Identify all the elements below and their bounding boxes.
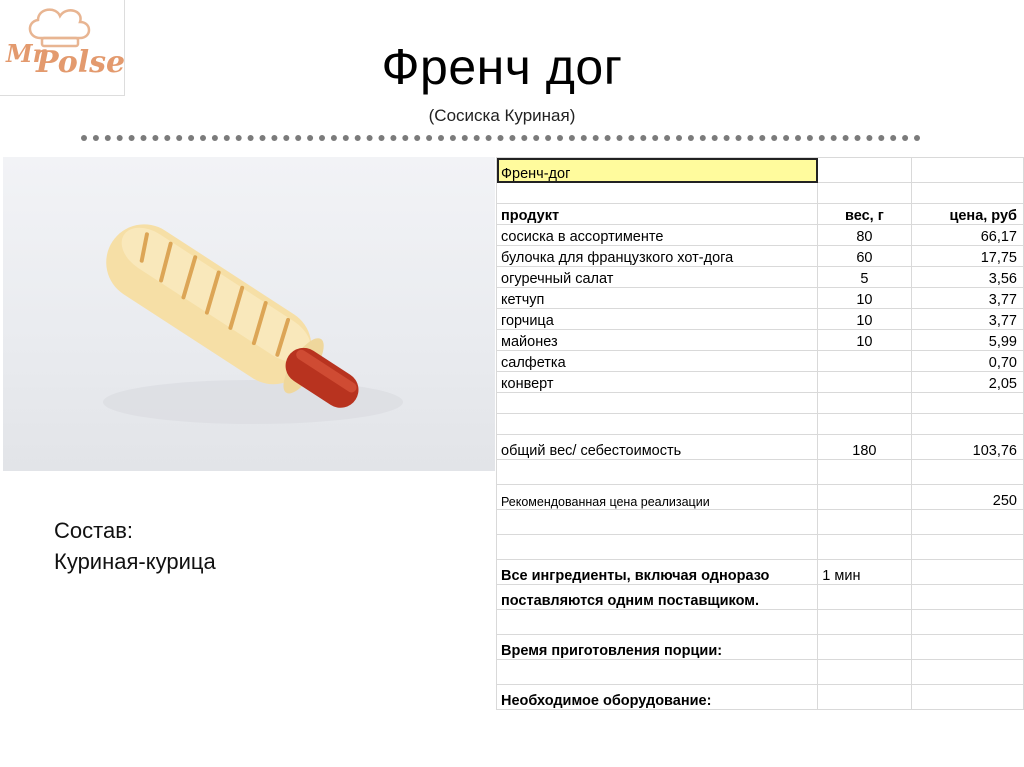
table-row bbox=[497, 158, 1024, 183]
table-row bbox=[497, 183, 1024, 204]
table-row bbox=[497, 660, 1024, 685]
col-header-price: цена, руб bbox=[911, 204, 1023, 225]
divider-dot bbox=[260, 135, 266, 141]
divider-dot bbox=[807, 135, 813, 141]
divider-dot bbox=[224, 135, 230, 141]
table-note-row bbox=[497, 585, 1024, 610]
divider-dot bbox=[117, 135, 123, 141]
table-row: майонез 10 5,99 bbox=[497, 330, 1024, 351]
note-ingredients-value: 1 мин bbox=[818, 560, 911, 585]
divider-dot bbox=[628, 135, 634, 141]
divider-dot bbox=[367, 135, 373, 141]
product-photo bbox=[3, 157, 495, 471]
divider-dot bbox=[176, 135, 182, 141]
divider-dot bbox=[581, 135, 587, 141]
table-row: горчица 10 3,77 bbox=[497, 309, 1024, 330]
divider-dot bbox=[712, 135, 718, 141]
divider-dot bbox=[271, 135, 277, 141]
divider-dot bbox=[248, 135, 254, 141]
divider-dot bbox=[474, 135, 480, 141]
divider-dot bbox=[390, 135, 396, 141]
divider-dot bbox=[569, 135, 575, 141]
table-note-row bbox=[497, 560, 1024, 585]
divider-dot bbox=[414, 135, 420, 141]
divider-dot bbox=[771, 135, 777, 141]
divider-dot bbox=[81, 135, 87, 141]
divider-dot bbox=[236, 135, 242, 141]
divider-dot bbox=[331, 135, 337, 141]
hot-dog-image-icon bbox=[3, 157, 495, 471]
table-row bbox=[497, 535, 1024, 560]
divider-dot bbox=[878, 135, 884, 141]
divider-dot bbox=[914, 135, 920, 141]
divider-dot bbox=[343, 135, 349, 141]
recommended-label: Рекомендованная цена реализации bbox=[497, 485, 818, 510]
table-row bbox=[497, 460, 1024, 485]
note-prep-time: Время приготовления порции: bbox=[497, 635, 818, 660]
divider-dot bbox=[759, 135, 765, 141]
table-row bbox=[497, 510, 1024, 535]
divider-dot bbox=[890, 135, 896, 141]
divider-dot bbox=[164, 135, 170, 141]
table-note-row bbox=[497, 685, 1024, 710]
divider-dot bbox=[664, 135, 670, 141]
divider-dot bbox=[307, 135, 313, 141]
divider-dot bbox=[652, 135, 658, 141]
divider-dot bbox=[819, 135, 825, 141]
table-total-row bbox=[497, 435, 1024, 460]
divider-dot bbox=[700, 135, 706, 141]
divider-dot bbox=[295, 135, 301, 141]
divider-dot bbox=[747, 135, 753, 141]
divider-dot bbox=[640, 135, 646, 141]
divider-dot bbox=[521, 135, 527, 141]
total-label: общий вес/ себестоимость bbox=[497, 435, 818, 460]
divider-dot bbox=[605, 135, 611, 141]
table-row: булочка для французкого хот-дога 60 17,75 bbox=[497, 246, 1024, 267]
divider-dot bbox=[141, 135, 147, 141]
divider-dot bbox=[533, 135, 539, 141]
divider-dot bbox=[724, 135, 730, 141]
divider-dot bbox=[462, 135, 468, 141]
composition-block bbox=[54, 515, 216, 577]
divider-dot bbox=[438, 135, 444, 141]
table-row: огуречный салат 5 3,56 bbox=[497, 267, 1024, 288]
note-ingredients: Все ингредиенты, включая одноразо bbox=[497, 560, 818, 585]
divider-dot bbox=[855, 135, 861, 141]
divider-dot bbox=[783, 135, 789, 141]
table-row bbox=[497, 393, 1024, 414]
table-header-row bbox=[497, 204, 1024, 225]
divider-dot bbox=[831, 135, 837, 141]
divider-dot bbox=[450, 135, 456, 141]
composition-value: Куриная-курица bbox=[54, 549, 216, 574]
table-row: конверт 2,05 bbox=[497, 372, 1024, 393]
table-row: кетчуп 10 3,77 bbox=[497, 288, 1024, 309]
divider-dot bbox=[795, 135, 801, 141]
table-row bbox=[497, 414, 1024, 435]
divider-dot bbox=[188, 135, 194, 141]
divider-dot bbox=[498, 135, 504, 141]
page-subtitle: (Сосиска Куриная) bbox=[428, 106, 576, 125]
col-header-product: продукт bbox=[497, 204, 818, 225]
divider-dot bbox=[379, 135, 385, 141]
svg-text:Polse: Polse bbox=[36, 45, 124, 80]
table-note-row bbox=[497, 635, 1024, 660]
divider-dot bbox=[688, 135, 694, 141]
divider-dot bbox=[557, 135, 563, 141]
table-title-cell[interactable]: Френч-дог bbox=[497, 158, 818, 183]
col-header-weight: вес, г bbox=[818, 204, 911, 225]
dotted-divider bbox=[80, 133, 925, 143]
total-weight: 180 bbox=[818, 435, 911, 460]
divider-dot bbox=[676, 135, 682, 141]
divider-dot bbox=[486, 135, 492, 141]
divider-dot bbox=[736, 135, 742, 141]
divider-dot bbox=[212, 135, 218, 141]
divider-dot bbox=[355, 135, 361, 141]
divider-dot bbox=[843, 135, 849, 141]
divider-dot bbox=[545, 135, 551, 141]
divider-dot bbox=[200, 135, 206, 141]
divider-dot bbox=[426, 135, 432, 141]
svg-text:Mr: Mr bbox=[6, 39, 46, 68]
divider-dot bbox=[593, 135, 599, 141]
divider-dot bbox=[93, 135, 99, 141]
divider-dot bbox=[105, 135, 111, 141]
note-equipment: Необходимое оборудование: bbox=[497, 685, 818, 710]
page-title: Френч дог bbox=[381, 39, 623, 95]
table-recommended-row bbox=[497, 485, 1024, 510]
total-price: 103,76 bbox=[911, 435, 1023, 460]
note-supplier: поставляются одним поставщиком. bbox=[497, 585, 818, 610]
divider-dot bbox=[283, 135, 289, 141]
divider-dot bbox=[129, 135, 135, 141]
divider-dot bbox=[319, 135, 325, 141]
cost-table bbox=[496, 157, 1024, 710]
divider-dot bbox=[866, 135, 872, 141]
divider-dot bbox=[902, 135, 908, 141]
divider-dot bbox=[509, 135, 515, 141]
divider-dot bbox=[402, 135, 408, 141]
table-row bbox=[497, 610, 1024, 635]
divider-dot bbox=[617, 135, 623, 141]
table-row: салфетка 0,70 bbox=[497, 351, 1024, 372]
recommended-price: 250 bbox=[911, 485, 1023, 510]
table-row: сосиска в ассортименте 80 66,17 bbox=[497, 225, 1024, 246]
composition-label: Состав: bbox=[54, 518, 133, 543]
divider-dot bbox=[152, 135, 158, 141]
